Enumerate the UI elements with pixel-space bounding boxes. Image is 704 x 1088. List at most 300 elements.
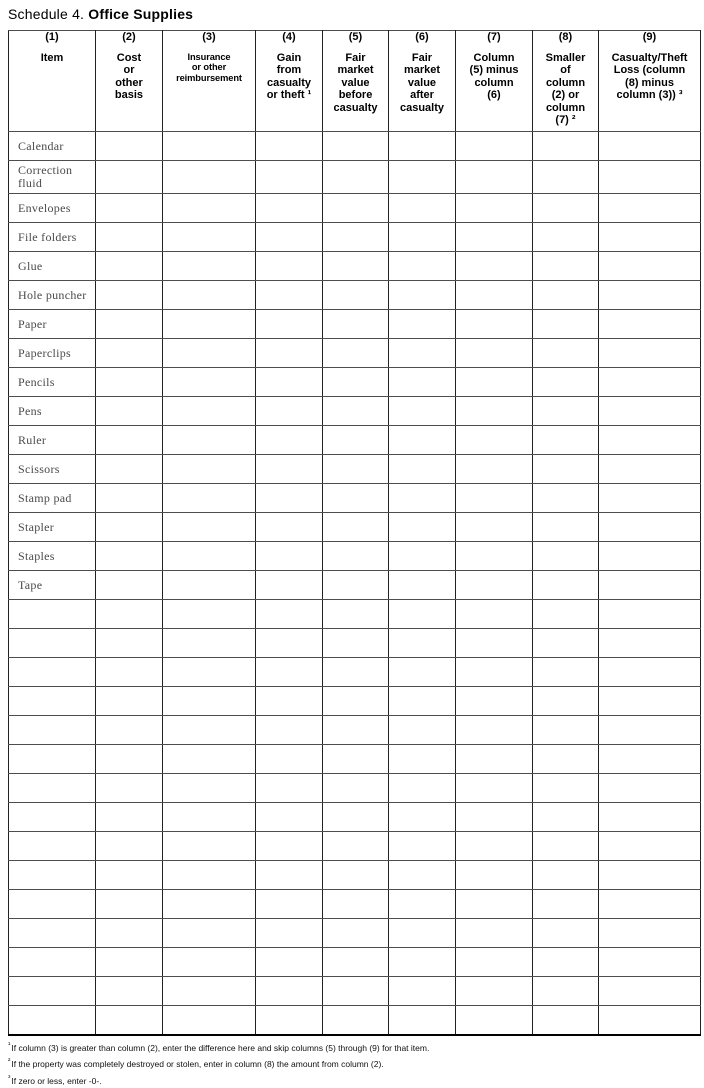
entry-cell <box>533 977 599 1006</box>
entry-cell <box>163 919 256 948</box>
entry-cell <box>96 281 163 310</box>
item-row <box>9 194 701 223</box>
entry-cell <box>256 861 323 890</box>
footnote-1-marker: ¹ <box>8 1041 11 1049</box>
item-row <box>9 542 701 571</box>
entry-cell <box>389 629 456 658</box>
schedule-number: Schedule 4. <box>8 6 85 22</box>
item-label: Staples <box>9 542 96 571</box>
entry-cell <box>256 513 323 542</box>
entry-cell <box>533 368 599 397</box>
entry-cell <box>163 745 256 774</box>
column-number: (8) <box>558 31 573 43</box>
entry-cell <box>323 948 389 977</box>
entry-cell <box>163 948 256 977</box>
column-header-line: or <box>123 64 135 76</box>
entry-cell <box>256 832 323 861</box>
entry-cell <box>599 687 701 716</box>
entry-cell <box>96 687 163 716</box>
entry-cell <box>533 455 599 484</box>
entry-cell <box>456 368 533 397</box>
item-label <box>9 861 96 890</box>
entry-cell <box>96 194 163 223</box>
column-header-line: reimbursement <box>176 72 242 83</box>
empty-row <box>9 919 701 948</box>
entry-cell <box>256 687 323 716</box>
entry-cell <box>389 977 456 1006</box>
empty-row <box>9 716 701 745</box>
entry-cell <box>533 948 599 977</box>
column-header-2 <box>96 31 163 132</box>
entry-cell <box>256 161 323 194</box>
column-header-line: other <box>115 76 143 89</box>
entry-cell <box>389 745 456 774</box>
entry-cell <box>533 919 599 948</box>
entry-cell <box>323 455 389 484</box>
entry-cell <box>533 426 599 455</box>
column-header-line: Casualty/Theft <box>611 51 688 64</box>
column-header-line: Item <box>40 51 64 64</box>
column-header-line: or other <box>191 62 227 72</box>
entry-cell <box>323 1006 389 1036</box>
column-number: (5) <box>348 31 363 43</box>
entry-cell <box>96 774 163 803</box>
column-number: (7) <box>487 31 501 43</box>
entry-cell <box>256 803 323 832</box>
entry-cell <box>533 803 599 832</box>
entry-cell <box>323 542 389 571</box>
column-number: (3) <box>202 31 216 43</box>
entry-cell <box>456 310 533 339</box>
entry-cell <box>533 774 599 803</box>
entry-cell <box>599 658 701 687</box>
item-label: Paperclips <box>9 339 96 368</box>
entry-cell <box>163 629 256 658</box>
entry-cell <box>256 484 323 513</box>
column-header-8 <box>533 31 599 132</box>
entry-cell <box>256 368 323 397</box>
entry-cell <box>533 339 599 368</box>
item-label <box>9 1006 96 1036</box>
entry-cell <box>256 629 323 658</box>
entry-cell <box>456 161 533 194</box>
entry-cell <box>456 861 533 890</box>
column-header-line: column <box>474 76 514 89</box>
entry-cell <box>533 687 599 716</box>
entry-cell <box>389 832 456 861</box>
item-row <box>9 484 701 513</box>
entry-cell <box>163 484 256 513</box>
column-header-line: (8) minus <box>625 76 674 89</box>
column-header-1 <box>9 31 96 132</box>
entry-cell <box>533 484 599 513</box>
entry-cell <box>533 194 599 223</box>
entry-cell <box>323 977 389 1006</box>
entry-cell <box>599 600 701 629</box>
entry-cell <box>323 339 389 368</box>
item-row <box>9 223 701 252</box>
entry-cell <box>533 397 599 426</box>
entry-cell <box>163 194 256 223</box>
item-label <box>9 600 96 629</box>
entry-cell <box>96 252 163 281</box>
entry-cell <box>96 132 163 161</box>
entry-cell <box>96 629 163 658</box>
item-label <box>9 658 96 687</box>
entry-cell <box>96 368 163 397</box>
entry-cell <box>456 484 533 513</box>
entry-cell <box>163 368 256 397</box>
entry-cell <box>389 132 456 161</box>
entry-cell <box>389 890 456 919</box>
item-label <box>9 716 96 745</box>
column-header-line: from <box>276 64 302 76</box>
column-header-line: Loss (column <box>613 64 686 76</box>
entry-cell <box>389 919 456 948</box>
column-header-line: Column <box>473 51 515 64</box>
entry-cell <box>456 803 533 832</box>
entry-cell <box>533 716 599 745</box>
column-header-line: (7) ² <box>555 114 576 126</box>
item-label <box>9 687 96 716</box>
column-header-9 <box>599 31 701 132</box>
entry-cell <box>163 658 256 687</box>
entry-cell <box>599 194 701 223</box>
entry-cell <box>256 890 323 919</box>
item-label: Pencils <box>9 368 96 397</box>
item-row <box>9 339 701 368</box>
entry-cell <box>599 803 701 832</box>
column-header-5 <box>323 31 389 132</box>
column-header-line: Fair <box>345 51 366 64</box>
item-row <box>9 252 701 281</box>
entry-cell <box>163 310 256 339</box>
column-header-line: (2) or <box>551 89 580 101</box>
entry-cell <box>163 803 256 832</box>
entry-cell <box>533 542 599 571</box>
entry-cell <box>533 832 599 861</box>
column-number: (1) <box>45 31 59 43</box>
item-label: Scissors <box>9 455 96 484</box>
entry-cell <box>323 919 389 948</box>
entry-cell <box>389 948 456 977</box>
column-header-line: column <box>545 101 586 114</box>
entry-cell <box>163 1006 256 1036</box>
entry-cell <box>389 455 456 484</box>
entry-cell <box>163 977 256 1006</box>
column-header-line: value <box>407 76 437 89</box>
empty-row <box>9 832 701 861</box>
item-row <box>9 455 701 484</box>
entry-cell <box>323 397 389 426</box>
entry-cell <box>96 803 163 832</box>
item-label: File folders <box>9 223 96 252</box>
empty-row <box>9 890 701 919</box>
entry-cell <box>456 455 533 484</box>
column-header-line: (5) minus <box>469 64 519 76</box>
schedule-title <box>8 6 704 23</box>
entry-cell <box>96 161 163 194</box>
entry-cell <box>599 745 701 774</box>
entry-cell <box>256 310 323 339</box>
header-row <box>9 31 701 132</box>
entry-cell <box>163 223 256 252</box>
item-label: Glue <box>9 252 96 281</box>
entry-cell <box>96 745 163 774</box>
column-header-7 <box>456 31 533 132</box>
entry-cell <box>599 426 701 455</box>
column-header-line: basis <box>114 89 144 101</box>
column-header-line: or theft ¹ <box>266 89 312 101</box>
entry-cell <box>163 281 256 310</box>
column-header-line: Gain <box>276 51 302 64</box>
column-header-line: Insurance <box>187 51 231 62</box>
entry-cell <box>323 832 389 861</box>
entry-cell <box>323 484 389 513</box>
entry-cell <box>96 397 163 426</box>
footnote-3-marker: ³ <box>8 1073 11 1082</box>
entry-cell <box>533 223 599 252</box>
item-label: Envelopes <box>9 194 96 223</box>
entry-cell <box>533 1006 599 1036</box>
entry-cell <box>599 890 701 919</box>
entry-cell <box>389 426 456 455</box>
entry-cell <box>256 948 323 977</box>
entry-cell <box>599 252 701 281</box>
item-label: Calendar <box>9 132 96 161</box>
entry-cell <box>533 861 599 890</box>
entry-cell <box>389 803 456 832</box>
entry-cell <box>456 600 533 629</box>
table-header <box>9 31 701 132</box>
entry-cell <box>456 890 533 919</box>
entry-cell <box>389 194 456 223</box>
entry-cell <box>599 919 701 948</box>
entry-cell <box>163 890 256 919</box>
entry-cell <box>389 513 456 542</box>
item-label <box>9 774 96 803</box>
column-number: (9) <box>642 31 657 43</box>
entry-cell <box>533 571 599 600</box>
entry-cell <box>456 223 533 252</box>
item-label: Tape <box>9 571 96 600</box>
entry-cell <box>256 339 323 368</box>
entry-cell <box>96 223 163 252</box>
entry-cell <box>256 281 323 310</box>
column-header-line: column (3)) ³ <box>616 89 683 101</box>
column-header-line: casualty <box>266 76 312 89</box>
column-header-line: casualty <box>399 101 445 114</box>
entry-cell <box>599 368 701 397</box>
entry-cell <box>599 948 701 977</box>
entry-cell <box>389 658 456 687</box>
entry-cell <box>96 600 163 629</box>
entry-cell <box>599 774 701 803</box>
empty-row <box>9 803 701 832</box>
entry-cell <box>96 919 163 948</box>
item-label <box>9 890 96 919</box>
item-label <box>9 629 96 658</box>
empty-row <box>9 658 701 687</box>
entry-cell <box>256 774 323 803</box>
entry-cell <box>256 716 323 745</box>
column-header-line: (6) <box>487 89 501 101</box>
empty-row <box>9 861 701 890</box>
empty-row <box>9 745 701 774</box>
entry-cell <box>389 339 456 368</box>
entry-cell <box>256 194 323 223</box>
item-row <box>9 426 701 455</box>
entry-cell <box>599 832 701 861</box>
entry-cell <box>533 629 599 658</box>
entry-cell <box>456 194 533 223</box>
column-header-line: Fair <box>411 51 433 64</box>
entry-cell <box>456 948 533 977</box>
item-label: Pens <box>9 397 96 426</box>
entry-cell <box>456 513 533 542</box>
item-label <box>9 919 96 948</box>
entry-cell <box>456 397 533 426</box>
entry-cell <box>96 977 163 1006</box>
column-header-line: Cost <box>116 51 142 64</box>
entry-cell <box>96 861 163 890</box>
entry-cell <box>456 977 533 1006</box>
item-label <box>9 977 96 1006</box>
entry-cell <box>599 455 701 484</box>
item-label: Stapler <box>9 513 96 542</box>
entry-cell <box>599 132 701 161</box>
column-header-6 <box>389 31 456 132</box>
entry-cell <box>163 426 256 455</box>
item-row <box>9 397 701 426</box>
entry-cell <box>599 339 701 368</box>
entry-cell <box>163 687 256 716</box>
entry-cell <box>163 132 256 161</box>
entry-cell <box>323 194 389 223</box>
entry-cell <box>96 832 163 861</box>
entry-cell <box>456 426 533 455</box>
entry-cell <box>163 774 256 803</box>
item-row <box>9 161 701 194</box>
entry-cell <box>389 223 456 252</box>
entry-cell <box>533 658 599 687</box>
entry-cell <box>96 513 163 542</box>
entry-cell <box>163 252 256 281</box>
entry-cell <box>599 161 701 194</box>
entry-cell <box>456 658 533 687</box>
footnote-1-text: If column (3) is greater than column (2), enter the difference here and skip columns (5) through (9) for that item. <box>11 1042 430 1053</box>
entry-cell <box>323 774 389 803</box>
entry-cell <box>323 513 389 542</box>
entry-cell <box>456 1006 533 1036</box>
entry-cell <box>256 571 323 600</box>
entry-cell <box>533 252 599 281</box>
entry-cell <box>389 774 456 803</box>
entry-cell <box>256 600 323 629</box>
entry-cell <box>456 542 533 571</box>
column-header-line: of <box>560 64 571 76</box>
entry-cell <box>599 977 701 1006</box>
entry-cell <box>599 571 701 600</box>
item-row <box>9 132 701 161</box>
entry-cell <box>389 397 456 426</box>
item-row <box>9 368 701 397</box>
footnote-2-marker: ² <box>8 1057 11 1066</box>
footnote-3 <box>8 1072 700 1088</box>
entry-cell <box>96 571 163 600</box>
entry-cell <box>456 774 533 803</box>
entry-cell <box>323 571 389 600</box>
entry-cell <box>456 571 533 600</box>
empty-row <box>9 600 701 629</box>
entry-cell <box>323 281 389 310</box>
entry-cell <box>256 1006 323 1036</box>
column-number: (4) <box>282 31 296 43</box>
entry-cell <box>96 426 163 455</box>
entry-cell <box>533 310 599 339</box>
schedule-name: Office Supplies <box>88 6 194 22</box>
column-header-line: Smaller <box>545 51 586 64</box>
empty-row <box>9 774 701 803</box>
entry-cell <box>256 397 323 426</box>
entry-cell <box>389 310 456 339</box>
empty-row <box>9 1006 701 1036</box>
entry-cell <box>323 861 389 890</box>
entry-cell <box>256 542 323 571</box>
entry-cell <box>389 687 456 716</box>
entry-cell <box>323 223 389 252</box>
entry-cell <box>533 132 599 161</box>
entry-cell <box>96 716 163 745</box>
entry-cell <box>533 161 599 194</box>
entry-cell <box>323 368 389 397</box>
entry-cell <box>163 832 256 861</box>
entry-cell <box>599 629 701 658</box>
entry-cell <box>163 571 256 600</box>
column-header-4 <box>256 31 323 132</box>
footnote-2 <box>8 1055 700 1071</box>
entry-cell <box>389 571 456 600</box>
footnote-3-text: If zero or less, enter -0-. <box>11 1075 102 1086</box>
entry-cell <box>533 890 599 919</box>
table-body <box>9 132 701 1036</box>
entry-cell <box>323 745 389 774</box>
entry-cell <box>323 890 389 919</box>
entry-cell <box>256 658 323 687</box>
item-label: Hole puncher <box>9 281 96 310</box>
entry-cell <box>256 426 323 455</box>
entry-cell <box>456 716 533 745</box>
item-row <box>9 571 701 600</box>
entry-cell <box>163 861 256 890</box>
empty-row <box>9 977 701 1006</box>
entry-cell <box>599 397 701 426</box>
entry-cell <box>599 484 701 513</box>
entry-cell <box>163 455 256 484</box>
entry-cell <box>256 977 323 1006</box>
entry-cell <box>323 161 389 194</box>
entry-cell <box>456 281 533 310</box>
entry-cell <box>96 1006 163 1036</box>
entry-cell <box>323 132 389 161</box>
footnote-1 <box>8 1039 700 1055</box>
entry-cell <box>599 223 701 252</box>
entry-cell <box>599 542 701 571</box>
entry-cell <box>256 745 323 774</box>
empty-row <box>9 948 701 977</box>
item-label: Paper <box>9 310 96 339</box>
column-number: (2) <box>122 31 136 43</box>
